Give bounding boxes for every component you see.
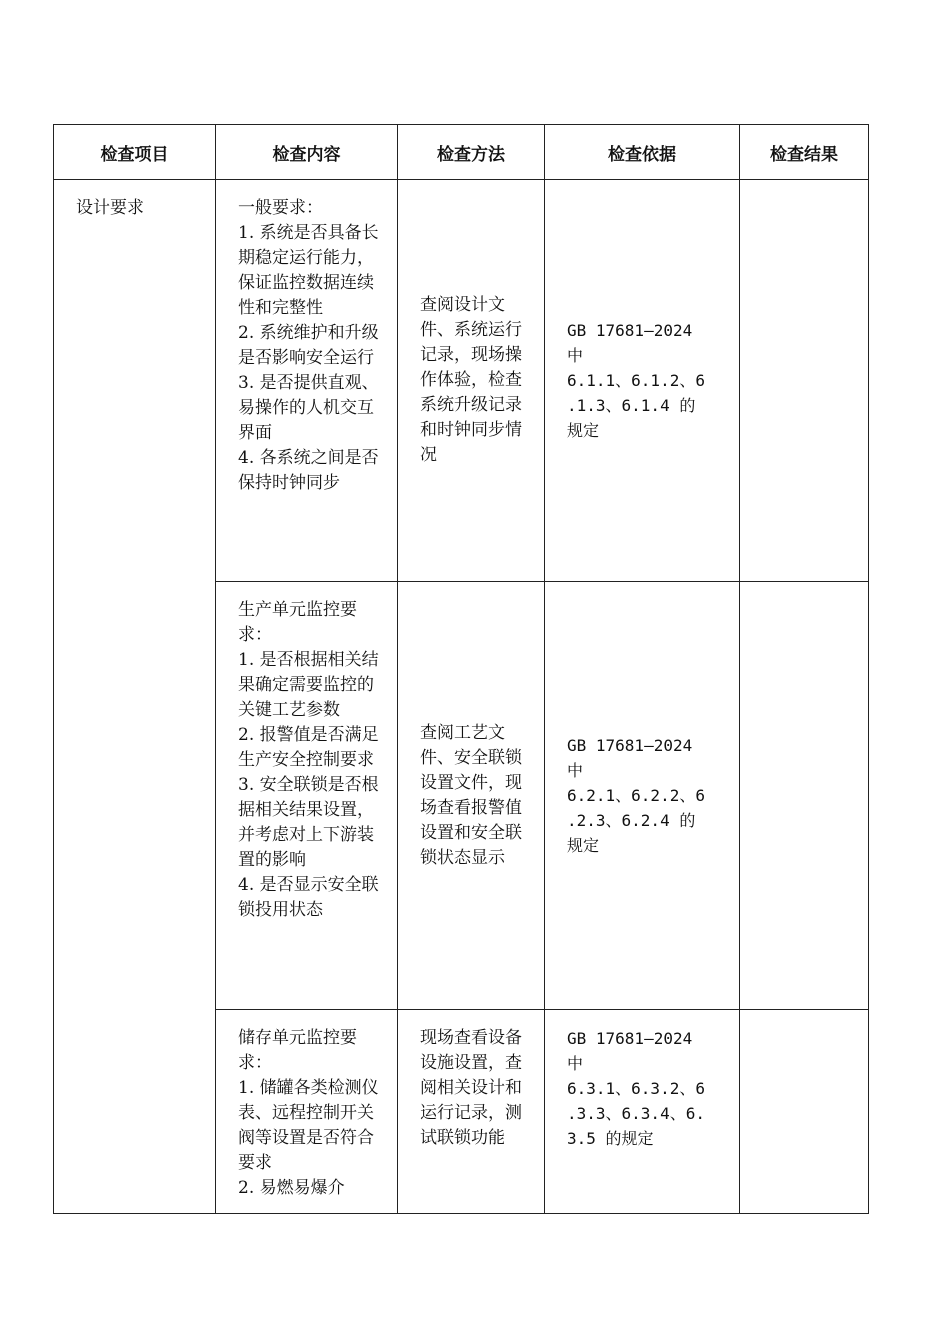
basis-line: 中: [567, 346, 584, 365]
content-line: 生产单元监控要求：: [238, 600, 357, 645]
method-text: 查阅设计文件、系统运行记录，现场操作体验，检查系统升级记录和时钟同步情况: [420, 295, 522, 465]
basis-line: .3.3、6.3.4、6.: [567, 1104, 705, 1123]
result-cell: [740, 180, 869, 582]
content-line: 1. 储罐各类检测仪表、远程控制开关阀等设置是否符合要求: [238, 1078, 379, 1173]
content-line: 4. 各系统之间是否保持时钟同步: [238, 448, 379, 493]
content-line: 2. 系统维护和升级是否影响安全运行: [238, 323, 379, 368]
header-item: 检查项目: [54, 125, 216, 180]
content-line: 1. 是否根据相关结果确定需要监控的关键工艺参数: [238, 650, 379, 720]
method-text: 现场查看设备设施设置，查阅相关设计和运行记录，测试联锁功能: [420, 1028, 522, 1148]
content-cell: [216, 1010, 398, 1214]
content-cell: [216, 180, 398, 582]
method-cell: [398, 1010, 545, 1214]
item-label: 设计要求: [76, 198, 144, 218]
content-line: 3. 安全联锁是否根据相关结果设置，并考虑对上下游装置的影响: [238, 775, 379, 870]
item-cell: [54, 180, 216, 1214]
basis-line: 6.1.1、6.1.2、6: [567, 371, 705, 390]
header-method: 检查方法: [398, 125, 545, 180]
method-text: 查阅工艺文件、安全联锁设置文件，现场查看报警值设置和安全联锁状态显示: [420, 722, 522, 868]
basis-cell: [545, 582, 740, 1010]
method-cell: [398, 582, 545, 1010]
basis-line: 规定: [567, 836, 600, 855]
basis-line: GB 17681—2024: [567, 736, 693, 755]
content-line: 2. 报警值是否满足生产安全控制要求: [238, 725, 379, 770]
basis-line: 规定: [567, 421, 600, 440]
basis-line: 3.5 的规定: [567, 1129, 654, 1148]
content-line: 储存单元监控要求：: [238, 1028, 357, 1073]
basis-line: GB 17681—2024: [567, 321, 693, 340]
header-content: 检查内容: [216, 125, 398, 180]
content-line: 3. 是否提供直观、易操作的人机交互界面: [238, 373, 379, 443]
inspection-table: [53, 124, 869, 1214]
result-cell: [740, 1010, 869, 1214]
basis-line: 中: [567, 1054, 584, 1073]
table-row: [54, 180, 869, 582]
basis-line: 6.3.1、6.3.2、6: [567, 1079, 705, 1098]
basis-line: .2.3、6.2.4 的: [567, 811, 696, 830]
method-cell: [398, 180, 545, 582]
header-basis: 检查依据: [545, 125, 740, 180]
content-line: 1. 系统是否具备长期稳定运行能力，保证监控数据连续性和完整性: [238, 223, 379, 318]
basis-line: 6.2.1、6.2.2、6: [567, 786, 705, 805]
basis-cell: [545, 180, 740, 582]
basis-line: 中: [567, 761, 584, 780]
content-line: 一般要求：: [238, 198, 323, 218]
content-line: 4. 是否显示安全联锁投用状态: [238, 875, 379, 920]
basis-cell: [545, 1010, 740, 1214]
header-row: [54, 125, 869, 180]
content-line: 2. 易燃易爆介: [238, 1178, 345, 1198]
content-cell: [216, 582, 398, 1010]
result-cell: [740, 582, 869, 1010]
basis-line: GB 17681—2024: [567, 1029, 693, 1048]
basis-line: .1.3、6.1.4 的: [567, 396, 696, 415]
header-result: 检查结果: [740, 125, 869, 180]
